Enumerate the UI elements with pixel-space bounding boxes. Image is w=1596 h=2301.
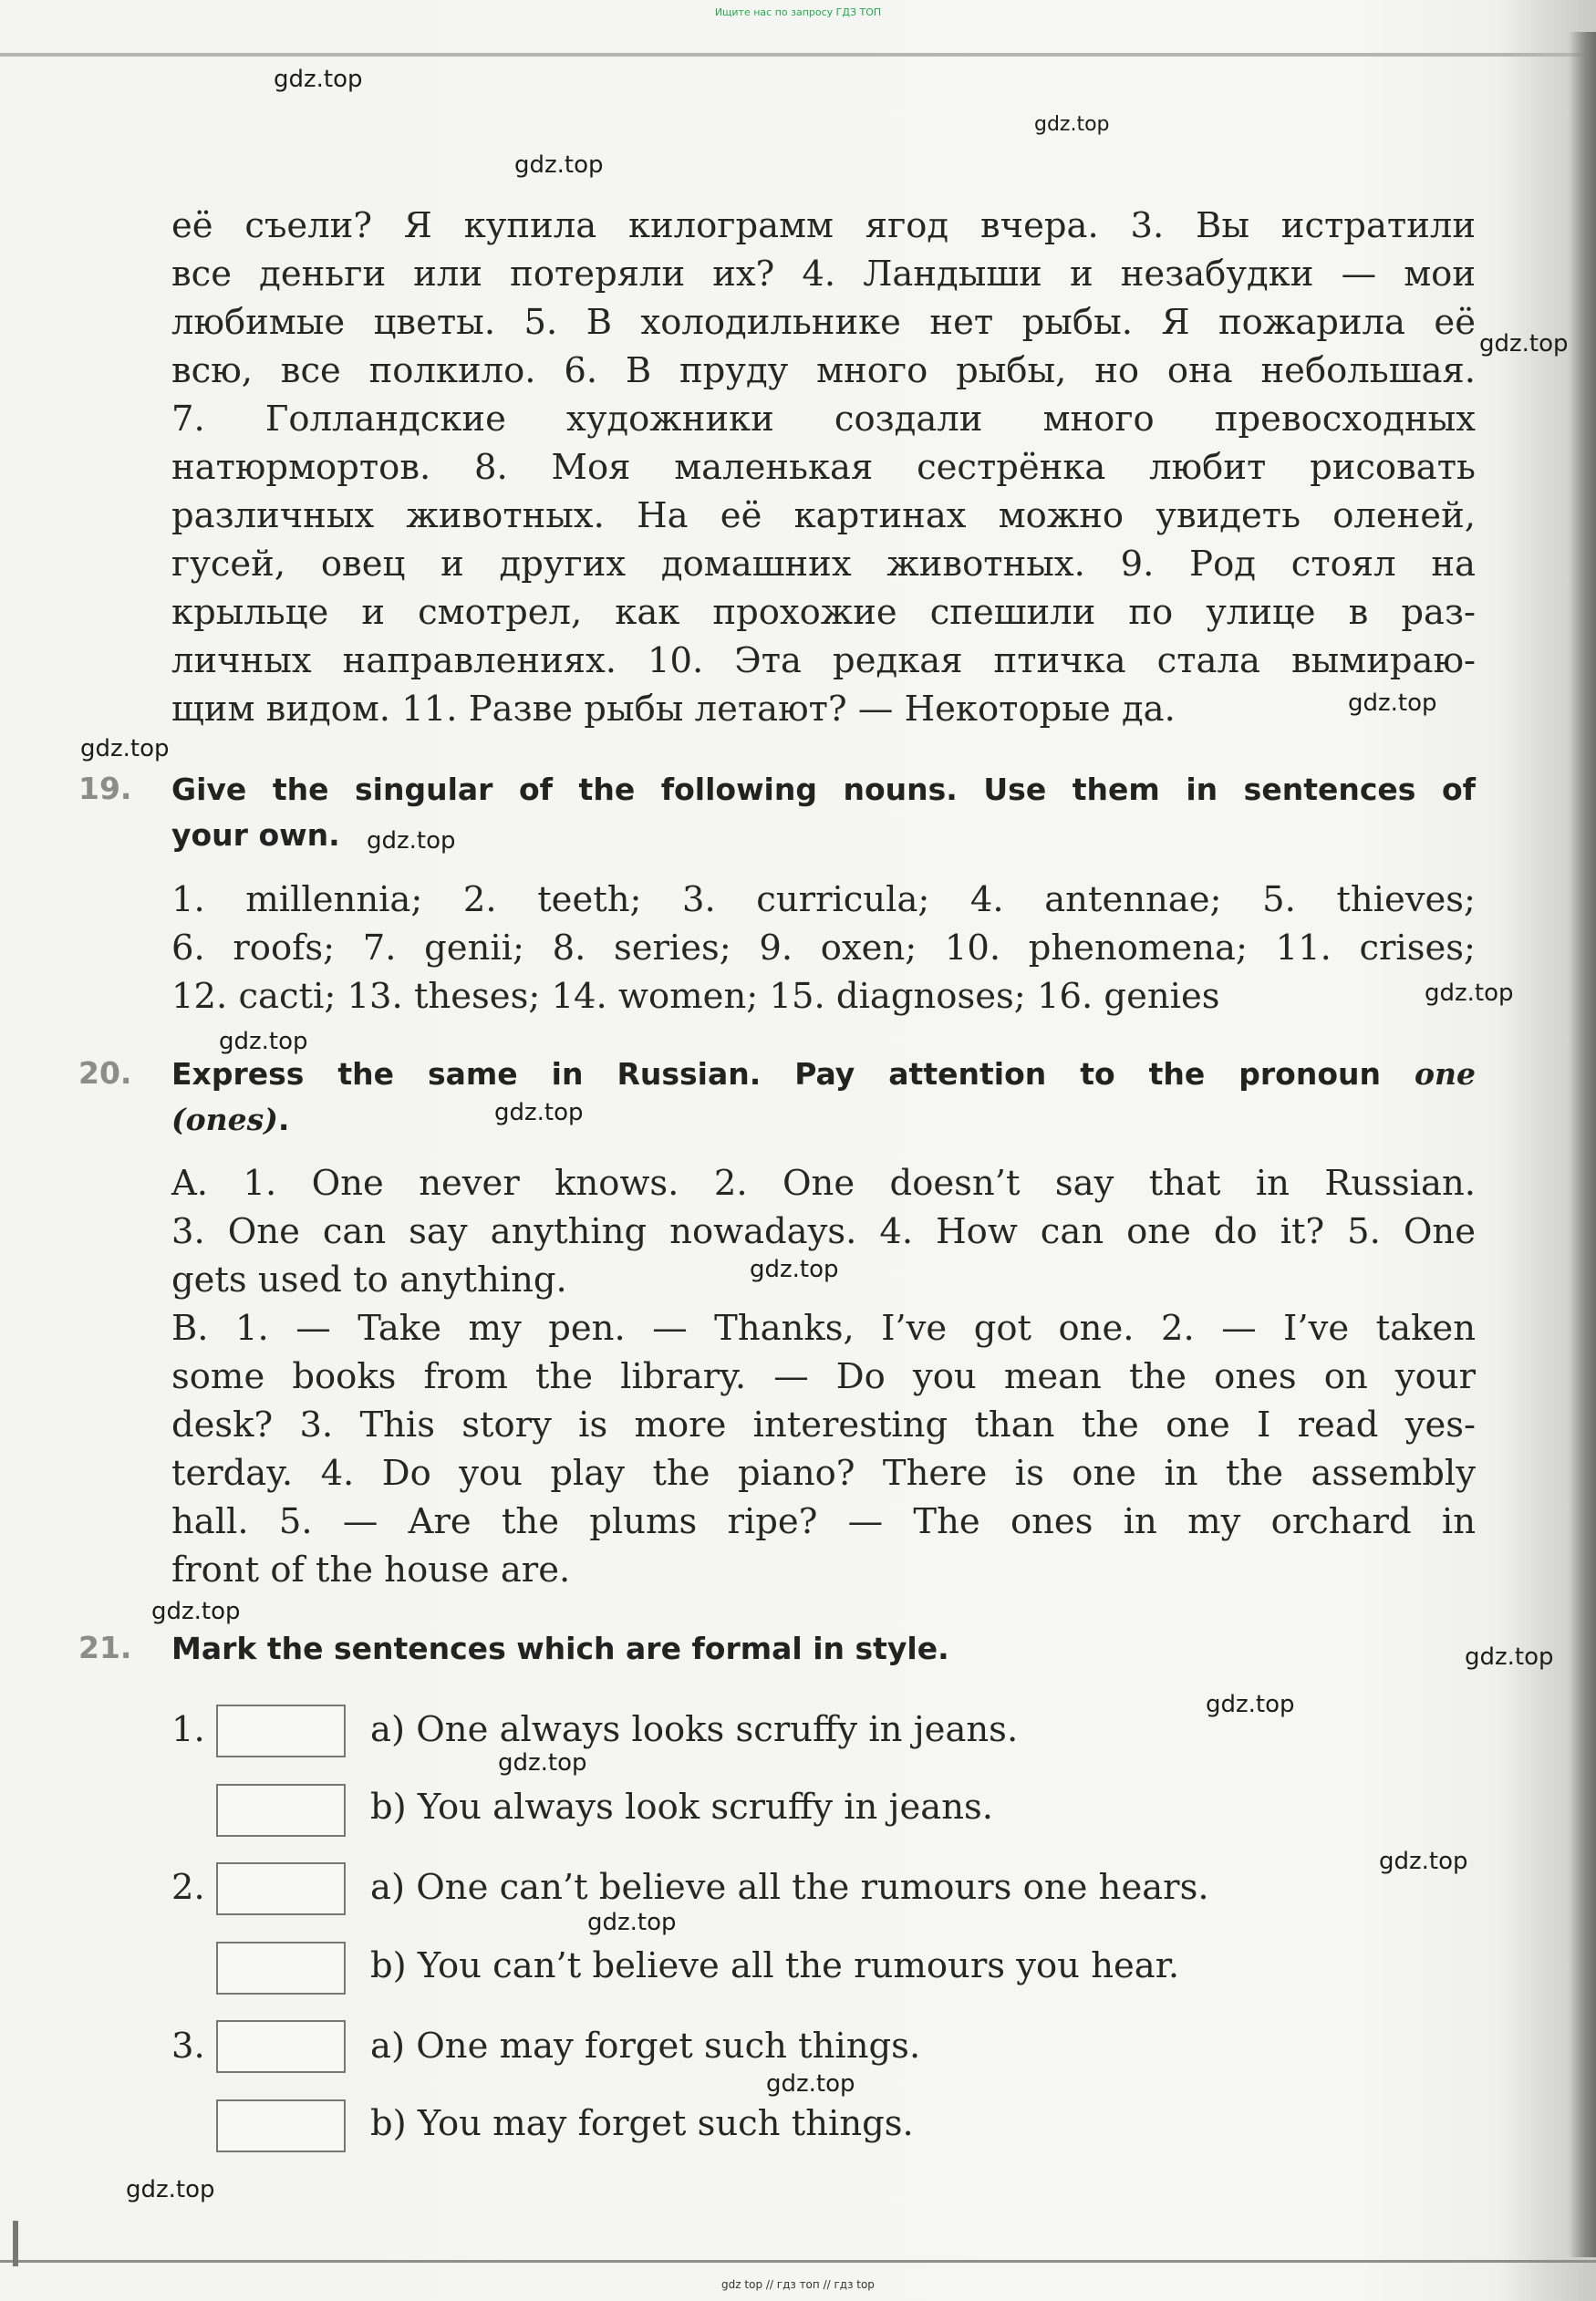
- watermark: gdz.top: [1348, 689, 1437, 717]
- watermark: gdz.top: [1425, 979, 1514, 1007]
- answer-checkbox[interactable]: [216, 2099, 346, 2152]
- text-line: любимые цветы. 5. В холодильнике нет рыбы. Я пожарила её: [171, 302, 1476, 343]
- text-line: A. 1. One never knows. 2. One doesn’t say that in Russian.: [171, 1163, 1476, 1204]
- sentence-option: b) You always look scruffy in jeans.: [370, 1787, 994, 1828]
- sentence-option: b) You may forget such things.: [370, 2103, 914, 2144]
- watermark: gdz.top: [498, 1749, 587, 1777]
- text-line: some books from the library. — Do you mean the ones on your: [171, 1356, 1476, 1397]
- watermark: gdz.top: [80, 735, 170, 762]
- text-line: front of the house are.: [171, 1550, 571, 1591]
- sentence-option: a) One always looks scruffy in jeans.: [370, 1709, 1019, 1750]
- exercise-task: your own.: [171, 817, 340, 853]
- exercise-task: Mark the sentences which are formal in style.: [171, 1631, 949, 1666]
- text-line: gets used to anything.: [171, 1259, 567, 1301]
- task-text: .: [277, 1102, 290, 1137]
- item-number: 1.: [171, 1709, 205, 1750]
- watermark: gdz.top: [514, 151, 604, 179]
- exercise-number: 20.: [78, 1055, 132, 1091]
- page-margin-mark: [13, 2221, 18, 2266]
- item-number: 2.: [171, 1867, 205, 1908]
- watermark: gdz.top: [494, 1099, 584, 1126]
- top-banner[interactable]: Ищите нас по запросу ГДЗ ТОП: [714, 6, 882, 18]
- watermark: gdz.top: [367, 827, 456, 855]
- sentence-option: a) One can’t believe all the rumours one hears.: [370, 1867, 1209, 1908]
- task-text: Express the same in Russian. Pay attention to the pronoun: [171, 1056, 1381, 1092]
- text-line: все деньги или потеряли их? 4. Ландыши и незабудки — мои: [171, 254, 1476, 295]
- text-line: 7. Голландские художники создали много превосходных: [171, 399, 1476, 440]
- text-line: terday. 4. Do you play the piano? There is one in the assembly: [171, 1453, 1476, 1494]
- page-spine-shadow: [1569, 32, 1596, 2257]
- watermark: gdz.top: [126, 2176, 215, 2203]
- answer-checkbox[interactable]: [216, 2020, 346, 2073]
- text-line: 3. One can say anything nowadays. 4. How can one do it? 5. One: [171, 1211, 1476, 1252]
- watermark: gdz.top: [587, 1909, 677, 1936]
- text-line: натюрмортов. 8. Моя маленькая сестрёнка любит рисовать: [171, 447, 1476, 488]
- exercise-number: 19.: [78, 771, 132, 806]
- answer-checkbox[interactable]: [216, 1942, 346, 1995]
- answer-checkbox[interactable]: [216, 1784, 346, 1837]
- text-line: 6. roofs; 7. genii; 8. series; 9. oxen; 10. phenomena; 11. crises;: [171, 928, 1476, 969]
- text-line: щим видом. 11. Разве рыбы летают? — Некоторые да.: [171, 689, 1176, 730]
- watermark: gdz.top: [1479, 330, 1569, 358]
- page-bottom-edge: [0, 2260, 1596, 2263]
- watermark: gdz.top: [766, 2070, 855, 2098]
- exercise-task: Give the singular of the following nouns. Use them in sentences of: [171, 772, 1476, 807]
- watermark: gdz.top: [1034, 113, 1110, 136]
- text-line: крыльце и смотрел, как прохожие спешили по улице в раз-: [171, 592, 1476, 633]
- text-line: 12. cacti; 13. theses; 14. women; 15. diagnoses; 16. genies: [171, 976, 1220, 1017]
- text-line: hall. 5. — Are the plums ripe? — The ones in my orchard in: [171, 1501, 1476, 1542]
- text-line: desk? 3. This story is more interesting than the one I read yes-: [171, 1404, 1476, 1446]
- watermark: gdz.top: [274, 66, 363, 93]
- watermark: gdz.top: [1206, 1691, 1295, 1718]
- watermark: gdz.top: [219, 1028, 308, 1055]
- page-top-edge: [0, 53, 1596, 57]
- watermark: gdz.top: [1465, 1643, 1554, 1671]
- text-line: различных животных. На её картинах можно увидеть оленей,: [171, 495, 1476, 536]
- task-italic: (ones): [171, 1102, 278, 1137]
- text-line: её съели? Я купила килограмм ягод вчера. 3. Вы истратили: [171, 205, 1476, 246]
- answer-checkbox[interactable]: [216, 1705, 346, 1757]
- item-number: 3.: [171, 2026, 205, 2067]
- exercise-task: [171, 1052, 1476, 1096]
- text-line: всю, все полкило. 6. В пруду много рыбы, но она небольшая.: [171, 350, 1476, 391]
- answer-checkbox[interactable]: [216, 1862, 346, 1915]
- text-line: гусей, овец и других домашних животных. 9. Род стоял на: [171, 544, 1476, 585]
- exercise-task: [171, 1098, 1476, 1142]
- text-line: 1. millennia; 2. teeth; 3. curricula; 4. antennae; 5. thieves;: [171, 879, 1476, 920]
- watermark: gdz.top: [750, 1256, 839, 1283]
- watermark: gdz.top: [1379, 1848, 1468, 1875]
- bottom-banner[interactable]: gdz top // гдз топ // гдз top: [721, 2278, 875, 2291]
- text-line: личных направлениях. 10. Эта редкая птичка стала вымираю-: [171, 640, 1476, 681]
- exercise-number: 21.: [78, 1630, 132, 1665]
- text-line: B. 1. — Take my pen. — Thanks, I’ve got one. 2. — I’ve taken: [171, 1308, 1476, 1349]
- task-italic: one: [1414, 1056, 1476, 1092]
- sentence-option: b) You can’t believe all the rumours you hear.: [370, 1945, 1180, 1986]
- sentence-option: a) One may forget such things.: [370, 2026, 921, 2067]
- watermark: gdz.top: [151, 1598, 241, 1625]
